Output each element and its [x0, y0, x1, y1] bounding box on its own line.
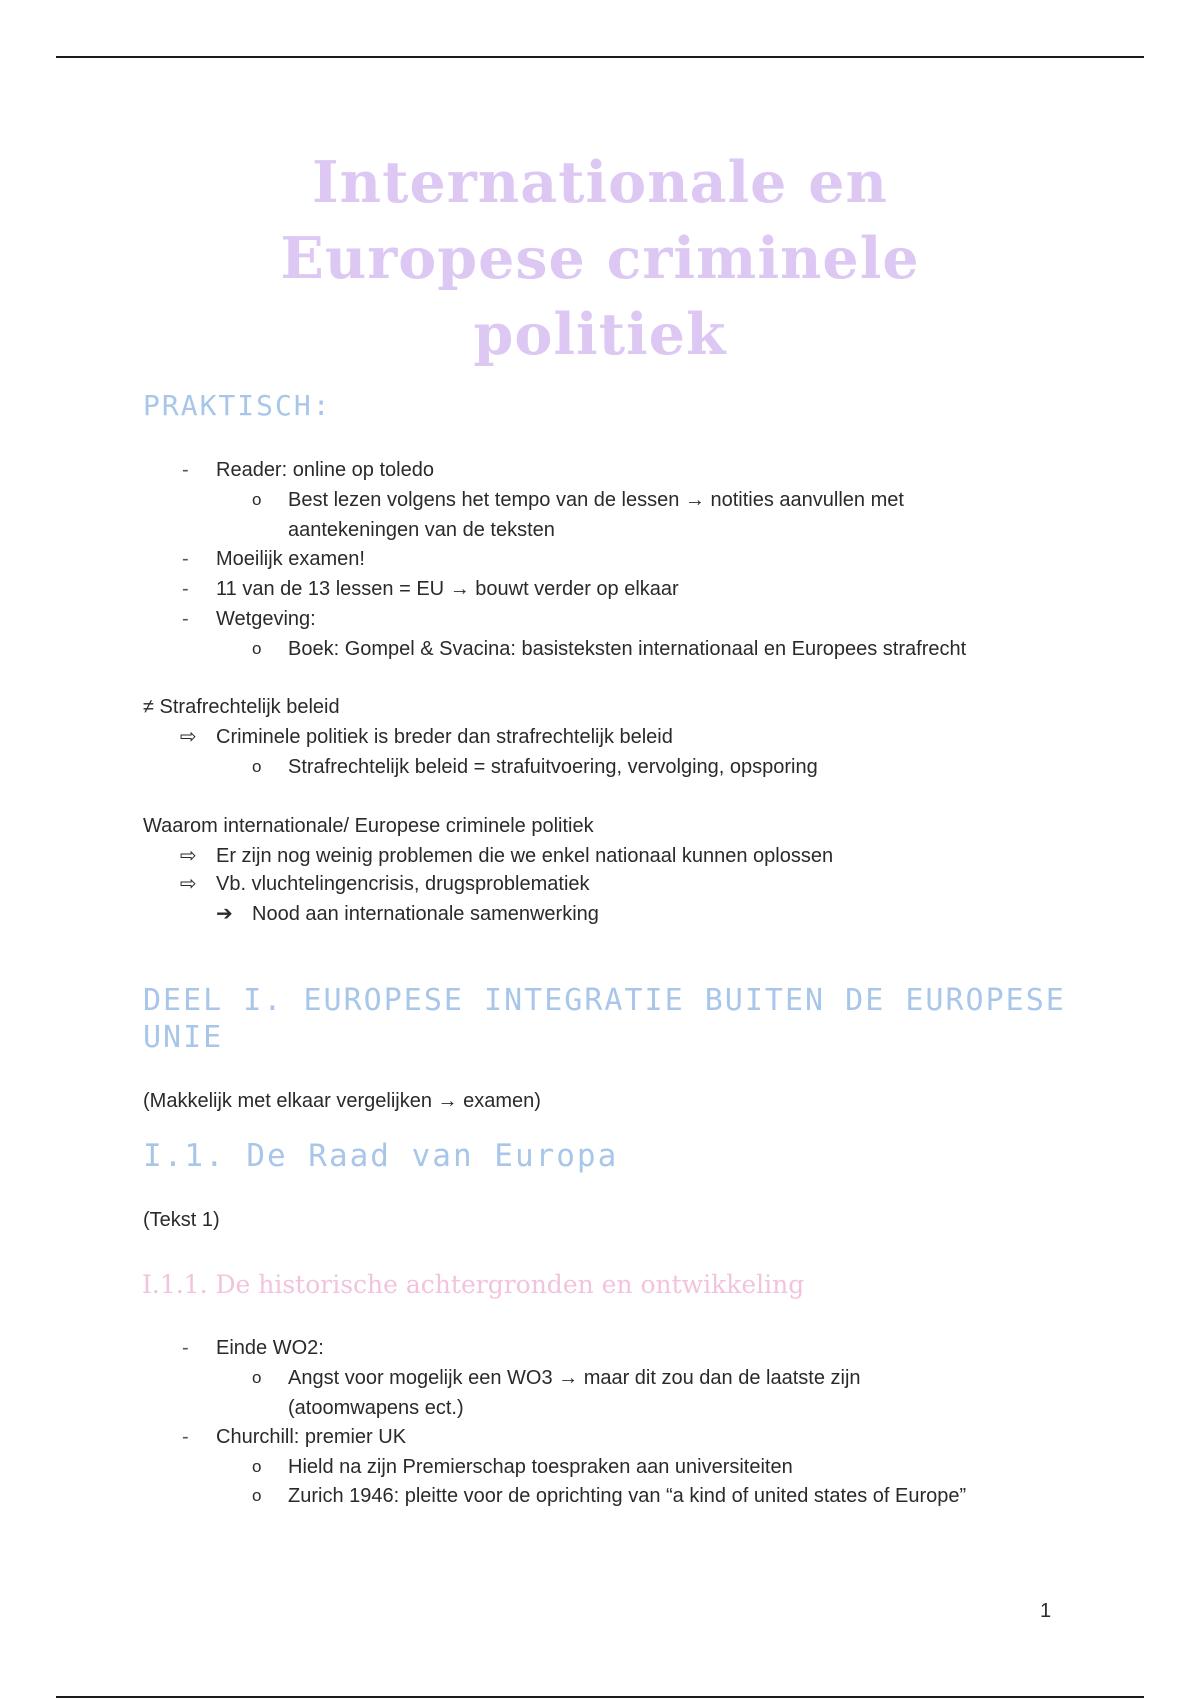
waarom-heading: Waarom internationale/ Europese criminele politiek [143, 815, 594, 837]
subsection-heading: I.1.1. De historische achtergronden en ontwikkeling [142, 1270, 805, 1299]
list-item: Er zijn nog weinig problemen die we enkel nationaal kunnen oplossen [216, 845, 834, 867]
list-item: Vb. vluchtelingencrisis, drugsproblematiek [216, 873, 590, 895]
list-item: Hield na zijn Premierschap toespraken aan universiteiten [288, 1456, 793, 1478]
hollow-arrow-icon: ⇨ [180, 726, 197, 748]
bullet-marker: o [252, 490, 262, 509]
list-item: Criminele politiek is breder dan strafrechtelijk beleid [216, 726, 673, 748]
list-item: aantekeningen van de teksten [288, 519, 555, 541]
list-item: Wetgeving: [216, 608, 316, 630]
praktisch-heading: PRAKTISCH: [143, 389, 332, 422]
list-item: Reader: online op toledo [216, 459, 434, 481]
bullet-marker: o [252, 1457, 262, 1476]
deel-note: (Makkelijk met elkaar vergelijken → examen) [143, 1090, 541, 1112]
footer-rule [56, 1696, 1144, 1698]
strafrecht-heading: ≠ Strafrechtelijk beleid [143, 696, 340, 718]
list-item: Boek: Gompel & Svacina: basisteksten internationaal en Europees strafrecht [288, 638, 967, 660]
bullet-marker: o [252, 757, 262, 776]
section-heading: I.1. De Raad van Europa [143, 1138, 619, 1174]
arrow-icon: → [558, 1367, 579, 1389]
bullet-marker: o [252, 1486, 262, 1505]
list-item: Zurich 1946: pleitte voor de oprichting van “a kind of united states of Europe” [288, 1485, 967, 1507]
list-item: (atoomwapens ect.) [288, 1397, 464, 1419]
title-line-2: Europese criminele [280, 225, 920, 292]
dash-marker: - [182, 1337, 189, 1359]
deel-heading: DEEL I. EUROPESE INTEGRATIE BUITEN DE EUROPESE UNIE [143, 983, 1066, 1055]
dash-marker: - [182, 608, 189, 630]
list-item: Einde WO2: [216, 1337, 324, 1359]
dash-marker: - [182, 578, 189, 600]
list-item: Moeilijk examen! [216, 548, 365, 570]
dash-marker: - [182, 459, 189, 481]
list-item: Churchill: premier UK [216, 1426, 407, 1448]
bold-arrow-icon: ➔ [216, 903, 233, 925]
document-title [150, 145, 1050, 373]
list-item: Best lezen volgens het tempo van de lessen → notities aanvullen met [288, 489, 904, 511]
title-line-1: Internationale en [312, 149, 888, 216]
list-item: Nood aan internationale samenwerking [252, 903, 599, 925]
page-number: 1 [1040, 1600, 1052, 1622]
list-item: 11 van de 13 lessen = EU → bouwt verder op elkaar [216, 578, 679, 600]
dash-marker: - [182, 548, 189, 570]
hollow-arrow-icon: ⇨ [180, 845, 197, 867]
arrow-icon: → [437, 1090, 458, 1112]
title-line-3: politiek [473, 301, 727, 368]
bullet-marker: o [252, 1368, 262, 1387]
list-item: Angst voor mogelijk een WO3 → maar dit zou dan de laatste zijn [288, 1367, 861, 1389]
dash-marker: - [182, 1426, 189, 1448]
hollow-arrow-icon: ⇨ [180, 873, 197, 895]
list-item: Strafrechtelijk beleid = strafuitvoering, vervolging, opsporing [288, 756, 818, 778]
section-note: (Tekst 1) [143, 1209, 220, 1231]
arrow-icon: → [449, 578, 470, 600]
arrow-icon: → [684, 489, 705, 511]
header-rule [56, 56, 1144, 58]
bullet-marker: o [252, 639, 262, 658]
